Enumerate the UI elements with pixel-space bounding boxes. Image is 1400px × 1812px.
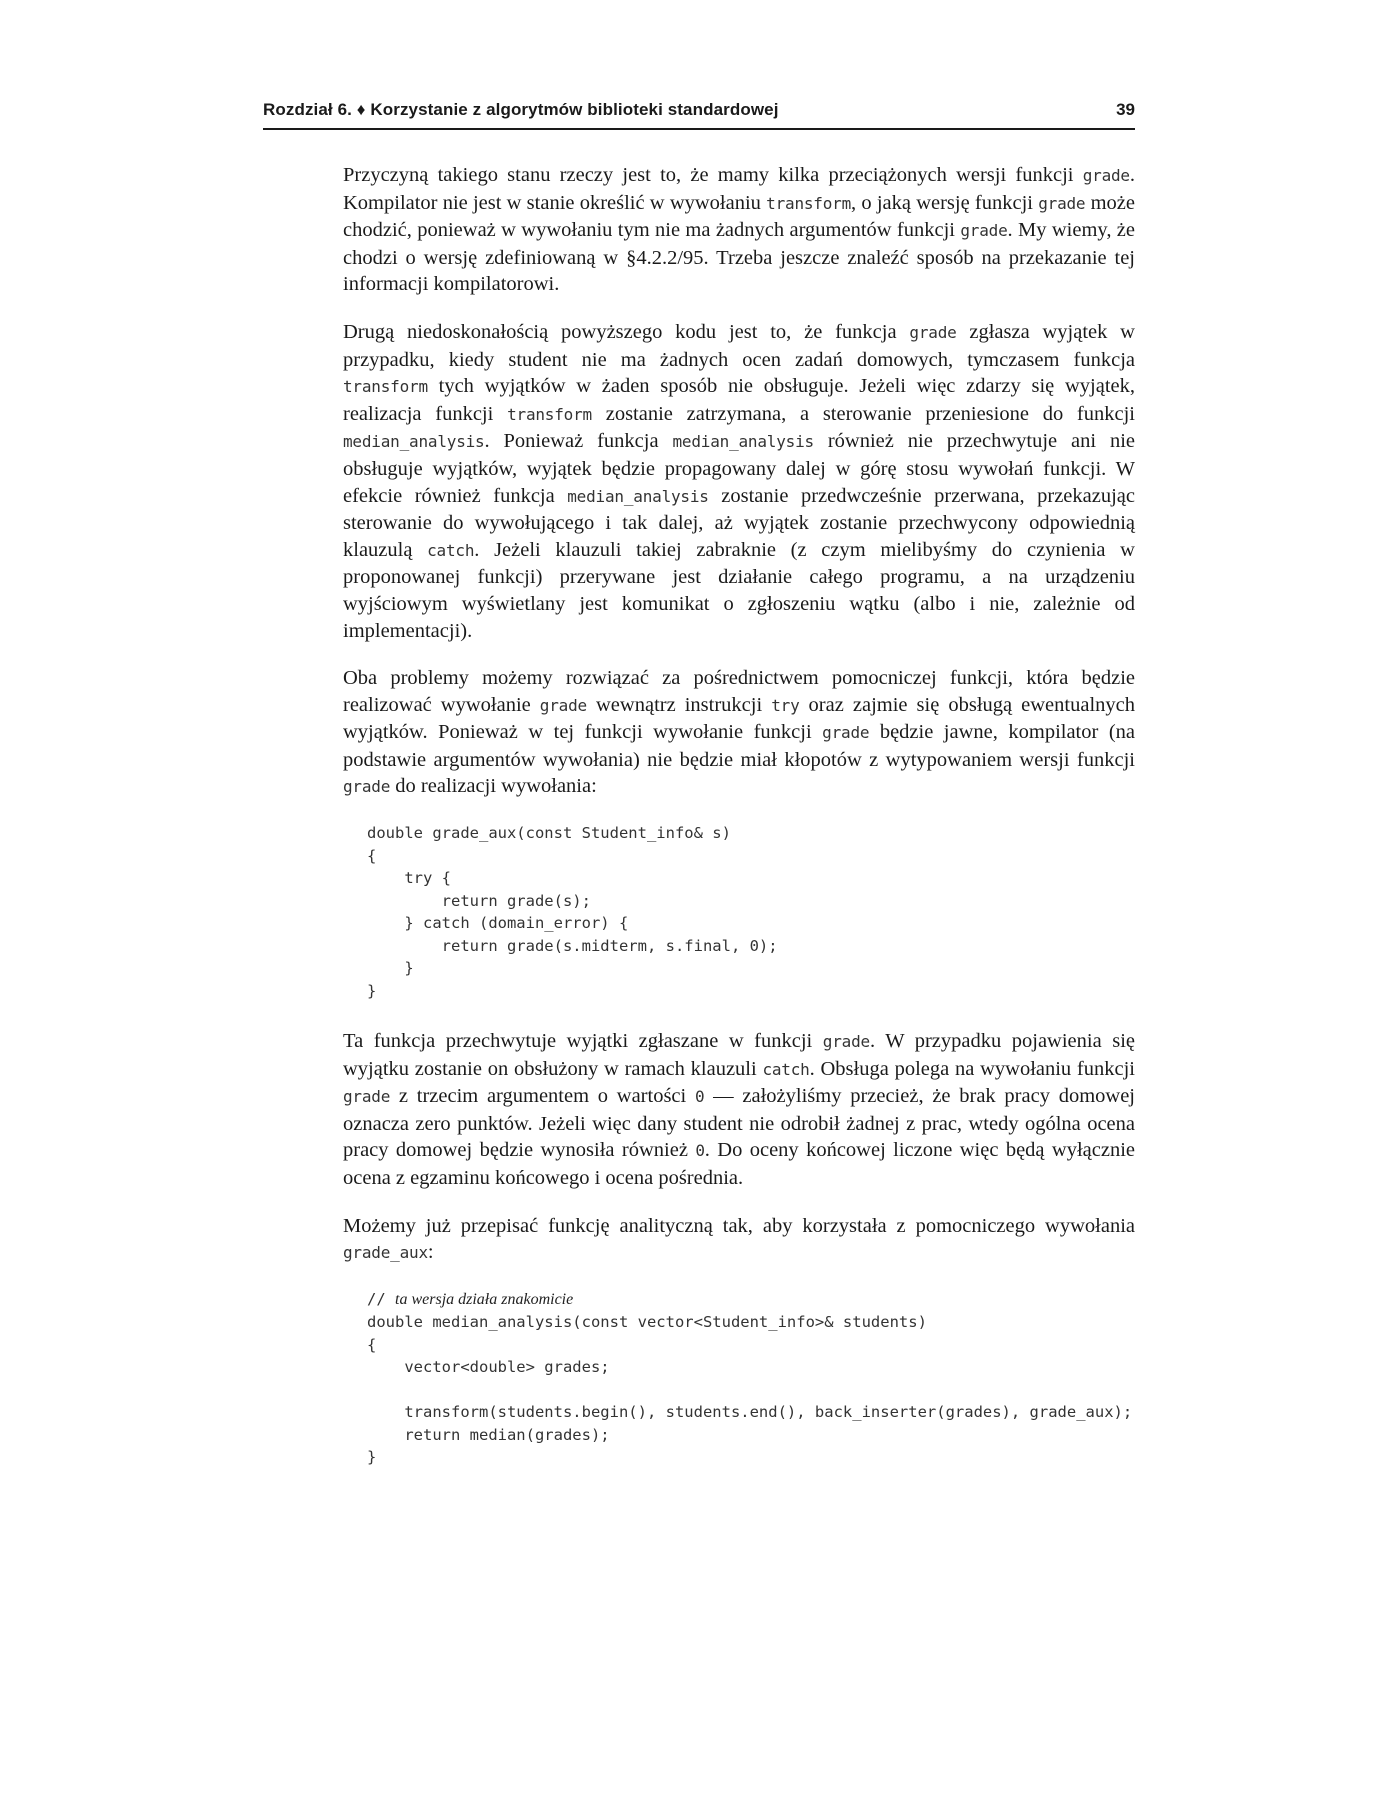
text: Przyczyną takiego stanu rzeczy jest to, że mamy kilka przeciążonych wersji funkcji [343, 164, 1083, 186]
inline-code: grade [343, 777, 391, 797]
comment-slashes: // [367, 1289, 386, 1308]
text: — założyliśmy przecież, że brak pracy domowej oznacza zero punktów. Jeżeli więc dany student nie odrobił żadnej z prac, wtedy ogólna ocena pracy domowej będzie wynosiła również [343, 1085, 1135, 1162]
text: do realizacji wywołania: [390, 775, 597, 798]
text: z trzecim argumentem o wartości [390, 1085, 695, 1108]
inline-code: grade [1082, 166, 1130, 185]
inline-code: 0 [695, 1141, 705, 1161]
inline-code: grade_aux [343, 1243, 428, 1263]
text: . Obsługa polega na wywołaniu funkcji [809, 1057, 1136, 1080]
inline-code: 0 [694, 1087, 705, 1107]
inline-code: grade [539, 695, 587, 715]
text: będzie jawne, kompilator (na podstawie argumentów wywołania) nie będzie miał kłopotów z wytypowaniem wersji funkcji [343, 721, 1135, 771]
text: zostanie zatrzymana, a sterowanie przeniesione do funkcji [591, 402, 1136, 425]
text: również nie przechwytuje ani nie obsługuje wyjątków, wyjątek będzie propagowany dalej w górę stosu wywołań funkcji. W efekcie również funkcja [343, 430, 1135, 507]
inline-code: grade [822, 723, 870, 743]
text: Oba problemy możemy rozwiązać za pośrednictwem pomocniczej funkcji, która będzie realizować wywołanie [343, 667, 1135, 716]
page-number: 39 [1116, 100, 1135, 119]
paragraph-5 [343, 1213, 1135, 1267]
text: : [427, 1241, 434, 1264]
inline-code: grade [343, 1087, 391, 1107]
paragraph-3 [343, 665, 1135, 801]
text: , o jaką wersję funkcji [851, 191, 1039, 214]
text: . W przypadku pojawienia się wyjątku zostanie on obsłużony w ramach klauzuli [343, 1030, 1135, 1080]
inline-code: median_analysis [343, 432, 485, 452]
text: tych wyjątków w żaden sposób nie obsługuje. Jeżeli więc zdarzy się wyjątek, realizacja funkcji [343, 375, 1135, 425]
text: oraz zajmie się obsługą ewentualnych wyjątków. Ponieważ w tej funkcji wywołanie funkcji [343, 693, 1135, 744]
text: może chodzić, ponieważ w wywołaniu tym nie ma żadnych argumentów funkcji [343, 191, 1135, 242]
text: Ta funkcja przechwytuje wyjątki zgłaszane w funkcji [343, 1030, 823, 1053]
inline-code: transform [507, 404, 592, 424]
text: . Do oceny końcowej liczone więc będą wyłącznie ocena z egzaminu końcowego i ocena pośrednia. [343, 1139, 1136, 1190]
code-body: double median_analysis(const vector<Student_info>& students) { vector<double> grades; transform(students.begin(), students.end(), back_inserter(grades), grade_aux); return median(grades); } [367, 1313, 1133, 1467]
code-listing-grade-aux: double grade_aux(const Student_info& s) { try { return grade(s); } catch (domain_error) { return grade(s.midterm, s.final, 0); } } [367, 824, 778, 1000]
text: Możemy już przepisać funkcję analityczną tak, aby korzystała z pomocniczego wywołania [343, 1214, 1135, 1237]
paragraph-1 [343, 162, 1135, 298]
text: zostanie przedwcześnie przerwana, przekazując sterowanie do wywołującego i tak dalej, aż wyjątek zostanie przechwycony odpowiednią klauzulą [343, 484, 1135, 561]
code-comment [367, 1290, 573, 1308]
inline-code: transform [343, 377, 428, 397]
text: . Kompilator nie jest w stanie określić w wywołaniu [343, 164, 1135, 214]
inline-code: median_analysis [567, 486, 709, 506]
inline-code: catch [427, 540, 475, 560]
inline-code: grade [822, 1032, 870, 1052]
body-text [343, 162, 1135, 1495]
text: . Jeżeli klauzuli takiej zabraknie (z czym mielibyśmy do czynienia w proponowanej funkcji) przerywane jest działanie całego programu, a na urządzeniu wyjściowym wyświetlany jest komunikat o zgłoszeniu wątku (albo i nie, zależnie od implementacji). [343, 538, 1135, 642]
code-listing-median-analysis [367, 1288, 1135, 1469]
inline-code: transform [766, 193, 852, 213]
inline-code: grade [1038, 193, 1086, 213]
text: . My wiemy, że chodzi o wersję zdefiniowaną w §4.2.2/95. Trzeba jeszcze znaleźć sposób na przekazanie tej informacji kompilatorowi. [343, 219, 1135, 296]
inline-code: median_analysis [672, 432, 814, 452]
text: zgłasza wyjątek w przypadku, kiedy student nie ma żadnych ocen zadań domowych, tymczasem funkcja [343, 320, 1135, 371]
text: . Ponieważ funkcja [484, 430, 673, 453]
comment-text: ta wersja działa znakomicie [395, 1290, 574, 1308]
inline-code: grade [909, 322, 957, 342]
inline-code: try [771, 695, 800, 715]
chapter-title: Rozdział 6. ♦ Korzystanie z algorytmów biblioteki standardowej [263, 100, 779, 119]
inline-code: grade [960, 221, 1008, 241]
inline-code: catch [762, 1059, 810, 1079]
paragraph-4 [343, 1028, 1135, 1192]
text: wewnątrz instrukcji [586, 693, 772, 716]
text: Drugą niedoskonałością powyższego kodu jest to, że funkcja [343, 320, 910, 343]
running-header [263, 98, 1135, 130]
paragraph-2 [343, 319, 1135, 644]
